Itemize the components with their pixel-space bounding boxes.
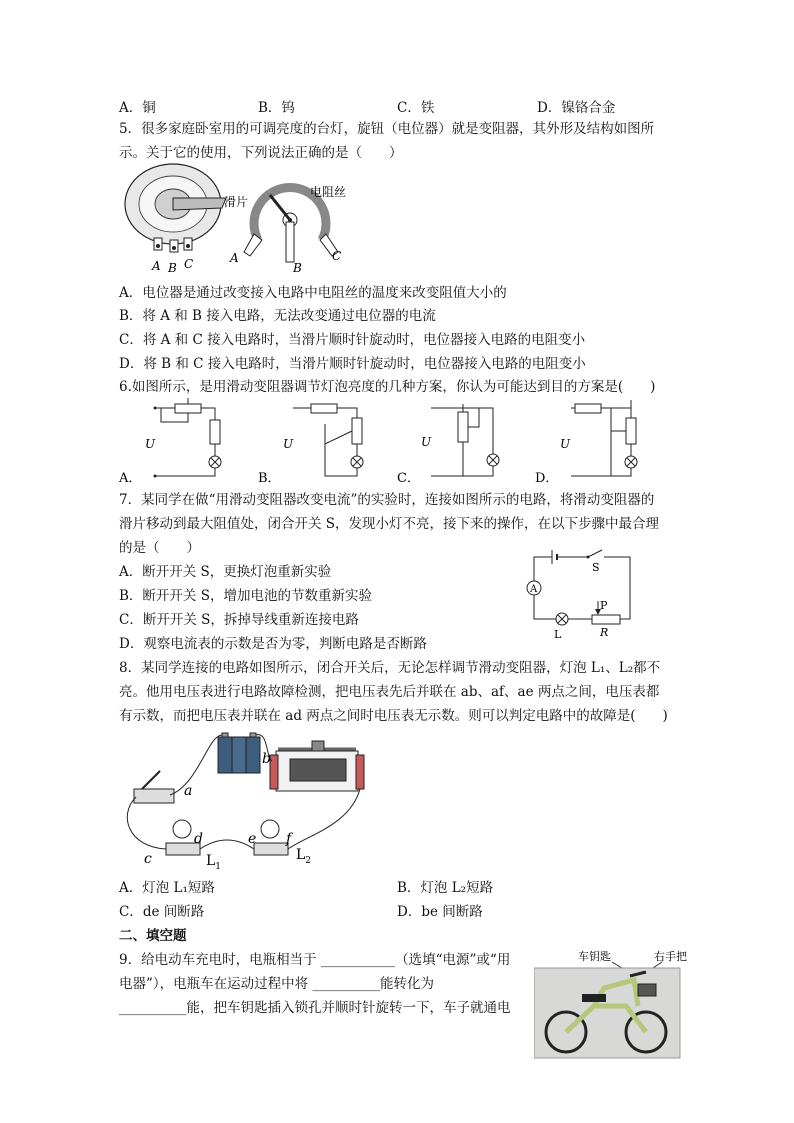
q8-lamp1-sub: 1 [215, 862, 222, 871]
q4-option-c: C．铁 [397, 100, 435, 116]
q7-switch-label: S [592, 561, 600, 574]
q6-u-label-b: U [283, 437, 294, 451]
q4-option-b: B．钨 [258, 100, 295, 116]
fig5-pin-b-left: B [168, 261, 177, 274]
q9-line1: 9．给电动车充电时，电瓶相当于 ___________（选填“电源”或“用 [119, 952, 511, 968]
q8-option-a: A．灯泡 L₁短路 [119, 880, 215, 896]
photo-handle-label: 右手把 [654, 950, 687, 963]
q8-point-f: f [286, 831, 292, 847]
q6-choice-c: C． [397, 471, 420, 486]
q7-circuit-figure [516, 545, 638, 641]
q8-stem-line2: 亮。他用电压表进行电路故障检测，把电压表先后并联在 ab、af、ae 两点之间，电压表都 [119, 684, 660, 700]
q9-line2: 电器”），电瓶车在运动过程中将 __________能转化为 [119, 976, 434, 992]
q7-stem-line3: 的是（ ） [119, 540, 200, 556]
q8-physical-circuit-figure [118, 725, 368, 871]
q6-u-label-a: U [145, 437, 156, 451]
q5-option-a: A．电位器是通过改变接入电路中电阻丝的温度来改变阻值大小的 [119, 285, 507, 301]
q6-choice-a: A． [119, 471, 142, 486]
q7-lamp-label: L [554, 628, 562, 641]
q9-line3: __________能，把车钥匙插入锁孔并顺时针旋转一下，车子就通电 [119, 1000, 511, 1016]
q8-stem-line1: 8．某同学连接的电路如图所示，闭合开关后，无论怎样调节滑动变阻器，灯泡 L₁、L₂都不 [119, 660, 661, 676]
fig5-pin-c-right: C [332, 249, 342, 263]
q7-option-a: A．断开开关 S，更换灯泡重新实验 [119, 564, 332, 580]
fig5-slider-label: 滑片 [224, 195, 249, 209]
q7-option-b: B．断开开关 S，增加电池的节数重新实验 [119, 588, 372, 604]
q6-stem: 6.如图所示，是用滑动变阻器调节灯泡亮度的几种方案，你认为可能达到目的方案是( ) [119, 379, 656, 395]
section-fill-in-title: 二、填空题 [119, 928, 187, 944]
q7-stem-line1: 7．某同学在做“用滑动变阻器改变电流”的实验时，连接如图所示的电路，将滑动变阻器的 [119, 492, 655, 508]
q8-point-a: a [184, 783, 193, 799]
q8-point-d: d [194, 831, 203, 847]
e-bike-photo [534, 944, 694, 1060]
q5-option-d: D．将 B 和 C 接入电路时，当滑片顺时针旋动时，电位器接入电路的电阻变小 [119, 356, 586, 372]
q8-stem-line3: 有示数，而把电压表并联在 ad 两点之间时电压表无示数。则可以判定电路中的故障是( ) [119, 708, 668, 724]
q7-rheostat-label: R [600, 626, 609, 639]
q8-option-d: D．be 间断路 [397, 904, 483, 920]
fig5-pin-b-right: B [293, 261, 302, 274]
q8-lamp1-letter: L [206, 853, 216, 869]
q6-u-label-c: U [421, 435, 432, 449]
q4-option-a: A．铜 [119, 100, 156, 116]
potentiometer-figure [118, 162, 358, 274]
q8-point-e: e [248, 831, 257, 847]
q4-option-d: D．镍铬合金 [537, 100, 616, 116]
q7-option-d: D．观察电流表的示数是否为零，判断电路是否断路 [119, 636, 427, 652]
q8-lamp1-label [206, 853, 221, 871]
rheostat-schemes-figure [115, 398, 675, 486]
q8-lamp2-sub: 2 [305, 856, 312, 866]
q7-stem-line2: 滑片移动到最大阻值处，闭合开关 S，发现小灯不亮，接下来的操作，在以下步骤中最合理 [119, 516, 660, 532]
q8-lamp2-letter: L [296, 847, 306, 863]
q7-slider-label: P [600, 599, 608, 612]
q5-option-c: C．将 A 和 C 接入电路时，当滑片顺时针旋动时，电位器接入电路的电阻变小 [119, 332, 586, 348]
q8-point-c: c [144, 851, 152, 867]
q6-choice-b: B． [258, 471, 281, 486]
fig5-pin-a-right: A [230, 251, 239, 265]
q6-choice-d: D． [535, 471, 559, 486]
q8-point-b: b [262, 751, 271, 767]
q5-option-b: B．将 A 和 B 接入电路，无法改变通过电位器的电流 [119, 308, 436, 324]
fig5-pin-c-left: C [184, 257, 194, 271]
q7-option-c: C．断开开关 S，拆掉导线重新连接电路 [119, 612, 359, 628]
fig5-pin-a-left: A [152, 259, 161, 273]
q8-option-b: B．灯泡 L₂短路 [397, 880, 494, 896]
photo-key-label: 车钥匙 [578, 950, 611, 963]
q5-stem-line1: 5．很多家庭卧室用的可调亮度的台灯，旋钮（电位器）就是变阻器，其外形及结构如图所 [119, 121, 655, 137]
q8-option-c: C．de 间断路 [119, 904, 205, 920]
q8-lamp2-label [296, 847, 311, 866]
q7-ammeter-label: A [530, 584, 538, 595]
fig5-wire-label: 电阻丝 [310, 185, 347, 199]
q5-stem-line2: 示。关于它的使用，下列说法正确的是（ ） [119, 145, 403, 161]
q6-u-label-d: U [560, 437, 571, 451]
